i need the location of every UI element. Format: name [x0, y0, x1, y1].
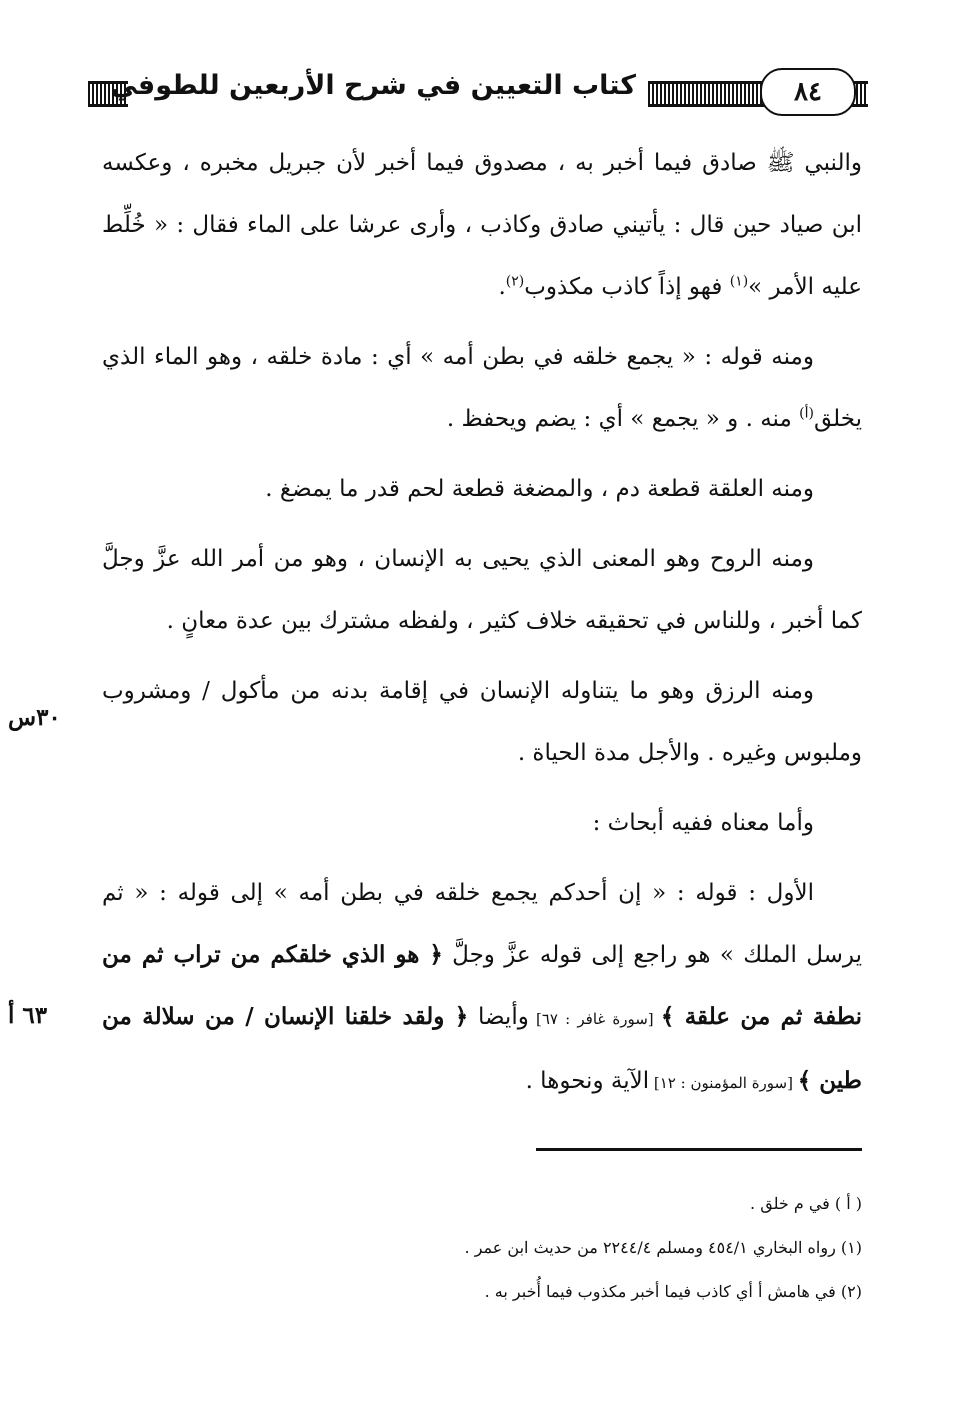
quran-quote-2: ﴿ ولقد خلقنا الإنسان / من سلالة من طين ﴾: [102, 1003, 862, 1094]
quran-source-2: [سورة المؤمنون : ١٢]: [649, 1074, 798, 1092]
page-header: [88, 62, 868, 120]
footnote-ref-1: (١): [729, 273, 749, 290]
paragraph-1-text: والنبي ﷺ صادق فيما أخبر به ، مصدوق فيما أخبر لأن جبريل مخبره ، وعكسه ابن صياد حين قال : يأتيني صادق وكاذب ، وأرى عرشا على الماء فقال : « خُلِّط عليه الأمر »: [102, 150, 862, 300]
footnotes: [102, 1182, 862, 1314]
paragraph-2: [102, 326, 862, 450]
main-text: [102, 132, 862, 1122]
margin-note-1: ٣٠س: [8, 704, 61, 731]
paragraph-3: ومنه العلقة قطعة دم ، والمضغة قطعة لحم قدر ما يمضغ .: [265, 476, 814, 502]
page-number: ٨٤: [760, 68, 856, 116]
quran-source-1: [سورة غافر : ٦٧]: [528, 1010, 661, 1028]
paragraph-4: ومنه الروح وهو المعنى الذي يحيى به الإنسان ، وهو من أمر الله عزَّ وجلَّ كما أخبر ، وللناس في تحقيقه خلاف كثير ، ولفظه مشترك بين عدة معانٍ .: [102, 546, 862, 634]
paragraph-7-text: الأول : قوله : « إن أحدكم يجمع خلقه في بطن أمه » إلى قوله : « ثم يرسل الملك » هو راجع إلى قوله عزَّ وجلَّ: [102, 880, 862, 968]
footnote-a: ( أ ) في م خلق .: [750, 1194, 862, 1213]
footnote-ref-2: (٢): [505, 273, 525, 290]
paragraph-1-end: .: [498, 274, 506, 300]
paragraph-7: [102, 862, 862, 1114]
paragraph-2-text: ومنه قوله : « يجمع خلقه في بطن أمه » أي : مادة خلقه ، وهو الماء الذي يخلق: [102, 344, 862, 432]
book-title: كتاب التعيين في شرح الأربعين للطوفي: [110, 70, 636, 101]
paragraph-7-mid: وأيضا: [468, 1004, 529, 1030]
margin-note-2: ٦٣ أ: [8, 1002, 48, 1029]
paragraph-7-end: الآية ونحوها .: [525, 1068, 650, 1094]
footnote-1: (١) رواه البخاري ٤٥٤/١ ومسلم ٢٢٤٤/٤ من حديث ابن عمر .: [464, 1238, 862, 1257]
paragraph-2-tail: منه . و « يجمع » أي : يضم ويحفظ .: [446, 406, 800, 432]
footnote-2: (٢) في هامش أ أي كاذب فيما أخبر مكذوب فيما أُخبر به .: [484, 1282, 862, 1301]
paragraph-6: وأما معناه ففيه أبحاث :: [592, 810, 814, 836]
paragraph-5: ومنه الرزق وهو ما يتناوله الإنسان في إقامة بدنه من مأكول / ومشروب وملبوس وغيره . والأجل مدة الحياة .: [102, 678, 862, 766]
quran-quote-1: ﴿ هو الذي خلقكم من تراب ثم من نطفة ثم من علقة ﴾: [102, 941, 863, 1030]
paragraph-1: [102, 132, 862, 318]
footnote-ref-a: (أ): [799, 405, 814, 422]
paragraph-1-tail: فهو إذاً كاذب مكذوب: [524, 274, 730, 300]
footnote-separator: [536, 1148, 862, 1151]
